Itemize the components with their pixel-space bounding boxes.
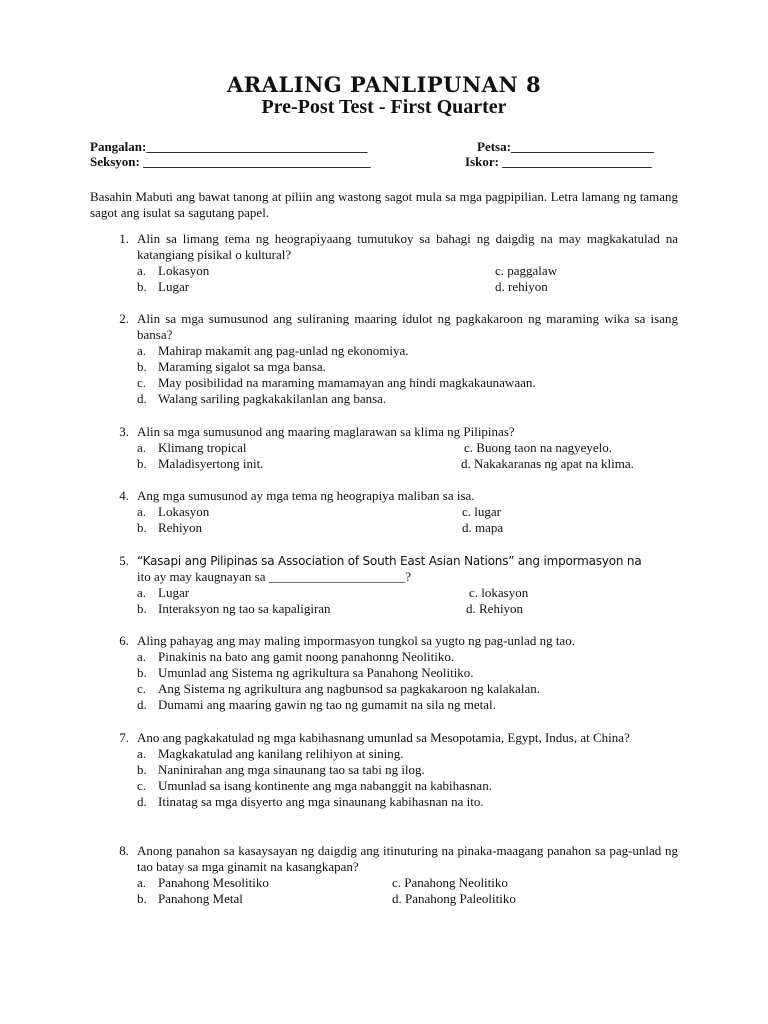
question-number: 5. bbox=[119, 553, 129, 568]
option-letter: b. bbox=[137, 601, 147, 616]
question-number: 4. bbox=[119, 488, 129, 503]
name-field: Pangalan:__________________________________ bbox=[90, 139, 368, 154]
option-a: Mahirap makamit ang pag-unlad ng ekonomiya. bbox=[158, 343, 409, 358]
option-c: c. Panahong Neolitiko bbox=[392, 875, 508, 890]
page-subtitle: Pre-Post Test - First Quarter bbox=[261, 96, 507, 118]
option-letter: a. bbox=[137, 263, 147, 278]
option-a: Panahong Mesolitiko bbox=[158, 875, 269, 890]
option-c: c. Buong taon na nagyeyelo. bbox=[464, 440, 613, 455]
option-b: Panahong Metal bbox=[158, 891, 243, 906]
question-7 bbox=[90, 730, 678, 810]
option-b: Interaksyon ng tao sa kapaligiran bbox=[158, 601, 331, 616]
option-d: Walang sariling pagkakakilanlan ang bansa. bbox=[158, 391, 387, 406]
option-d: d. Nakakaranas ng apat na klima. bbox=[461, 456, 634, 471]
question-5 bbox=[90, 553, 678, 617]
option-b: Maladisyertong init. bbox=[158, 456, 264, 471]
option-a: Lugar bbox=[158, 585, 190, 600]
question-4 bbox=[90, 488, 678, 536]
option-letter: d. bbox=[137, 697, 147, 712]
question-text: Aling pahayag ang may maling impormasyon tungkol sa yugto ng pag-unlad ng tao. bbox=[137, 633, 575, 648]
option-letter: a. bbox=[137, 504, 147, 519]
question-number: 6. bbox=[119, 633, 129, 648]
question-number: 1. bbox=[119, 231, 129, 246]
question-text: Ano ang pagkakatulad ng mga kabihasnang umunlad sa Mesopotamia, Egypt, Indus, at China? bbox=[137, 730, 630, 745]
section-field: Seksyon: ___________________________________ bbox=[90, 154, 371, 169]
question-number: 3. bbox=[119, 424, 129, 439]
question-text: “Kasapi ang Pilipinas sa Association of South East Asian Nations” ang impormasyon na bbox=[137, 554, 642, 568]
option-c: Umunlad sa isang kontinente ang mga nabanggit na kabihasnan. bbox=[158, 778, 492, 793]
date-field: Petsa:______________________ bbox=[477, 139, 654, 154]
option-letter: d. bbox=[137, 391, 147, 406]
question-text: Alin sa limang tema ng heograpiyaang tumutukoy sa bahagi ng daigdig na may magkakatulad na katangiang pisikal o kultural? bbox=[137, 231, 678, 262]
question-text-continued: ito ay may kaugnayan sa _____________________? bbox=[137, 569, 412, 584]
question-text: Alin sa mga sumusunod ang suliraning maaring idulot ng pagkakaroon ng maraming wika sa isang bansa? bbox=[137, 311, 678, 342]
question-2 bbox=[90, 311, 678, 407]
option-a: Lokasyon bbox=[158, 504, 210, 519]
option-letter: b. bbox=[137, 279, 147, 294]
question-number: 2. bbox=[119, 311, 129, 326]
option-c: c. paggalaw bbox=[495, 263, 558, 278]
instructions: Basahin Mabuti ang bawat tanong at piliin ang wastong sagot mula sa mga pagpipilian. Letra lamang ng tamang sagot ang isulat sa sagutang papel. bbox=[90, 189, 678, 220]
question-number: 8. bbox=[119, 843, 129, 858]
option-letter: b. bbox=[137, 762, 147, 777]
option-letter: a. bbox=[137, 746, 147, 761]
option-letter: a. bbox=[137, 440, 147, 455]
option-letter: a. bbox=[137, 343, 147, 358]
question-text: Alin sa mga sumusunod ang maaring maglarawan sa klima ng Pilipinas? bbox=[137, 424, 515, 439]
option-d: Dumami ang maaring gawin ng tao ng gumamit na sila ng metal. bbox=[158, 697, 496, 712]
option-d: d. Rehiyon bbox=[466, 601, 524, 616]
question-3 bbox=[90, 424, 678, 472]
option-letter: c. bbox=[137, 778, 147, 793]
option-letter: b. bbox=[137, 520, 147, 535]
option-c: c. lokasyon bbox=[469, 585, 529, 600]
option-b: Rehiyon bbox=[158, 520, 203, 535]
page-title: ARALING PANLIPUNAN 8 bbox=[226, 72, 542, 97]
option-a: Pinakinis na bato ang gamit noong panahonng Neolitiko. bbox=[158, 649, 455, 664]
option-letter: b. bbox=[137, 456, 147, 471]
option-c: Ang Sistema ng agrikultura ang nagbunsod sa pagkakaroon ng kalakalan. bbox=[158, 681, 540, 696]
option-letter: a. bbox=[137, 875, 147, 890]
option-b: Naninirahan ang mga sinaunang tao sa tabi ng ilog. bbox=[158, 762, 425, 777]
option-letter: c. bbox=[137, 375, 147, 390]
question-text: Anong panahon sa kasaysayan ng daigdig ang itinuturing na pinaka-maagang panahon sa pag-unlad ng tao batay sa mga ginamit na kasangkapan? bbox=[137, 843, 678, 874]
option-a: Klimang tropical bbox=[158, 440, 247, 455]
option-b: Lugar bbox=[158, 279, 190, 294]
option-b: Maraming sigalot sa mga bansa. bbox=[158, 359, 326, 374]
option-letter: d. bbox=[137, 794, 147, 809]
option-c: c. lugar bbox=[462, 504, 501, 519]
option-d: d. Panahong Paleolitiko bbox=[392, 891, 516, 906]
option-letter: a. bbox=[137, 585, 147, 600]
question-1 bbox=[90, 231, 678, 295]
option-c: May posibilidad na maraming mamamayan ang hindi magkakaunawaan. bbox=[158, 375, 536, 390]
option-d: d. mapa bbox=[462, 520, 504, 535]
option-a: Magkakatulad ang kanilang relihiyon at sining. bbox=[158, 746, 404, 761]
question-number: 7. bbox=[119, 730, 129, 745]
question-6 bbox=[90, 633, 678, 713]
option-d: Itinatag sa mga disyerto ang mga sinaunang kabihasnan na ito. bbox=[158, 794, 484, 809]
option-b: Umunlad ang Sistema ng agrikultura sa Panahong Neolitiko. bbox=[158, 665, 474, 680]
score-field: Iskor: _______________________ bbox=[465, 154, 652, 169]
option-letter: c. bbox=[137, 681, 147, 696]
question-text: Ang mga sumusunod ay mga tema ng heograpiya maliban sa isa. bbox=[137, 488, 475, 503]
option-a: Lokasyon bbox=[158, 263, 210, 278]
question-8 bbox=[90, 843, 678, 907]
option-d: d. rehiyon bbox=[495, 279, 548, 294]
option-letter: a. bbox=[137, 649, 147, 664]
option-letter: b. bbox=[137, 891, 147, 906]
option-letter: b. bbox=[137, 665, 147, 680]
option-letter: b. bbox=[137, 359, 147, 374]
